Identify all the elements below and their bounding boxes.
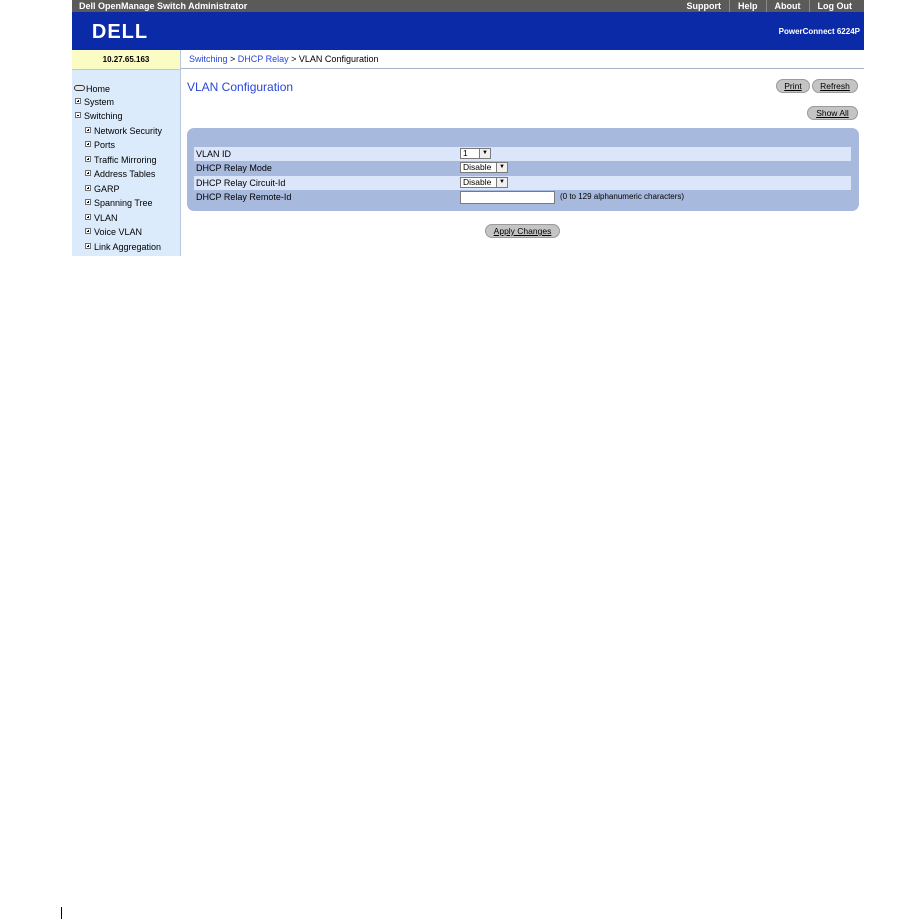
- breadcrumb-separator: >: [288, 54, 299, 64]
- nav-item-label: Spanning Tree: [94, 198, 153, 208]
- circuit-id-label: DHCP Relay Circuit-Id: [196, 178, 286, 188]
- collapse-icon[interactable]: [75, 112, 81, 118]
- nav-voice-vlan[interactable]: [85, 226, 142, 238]
- nav-item-label: VLAN: [94, 213, 118, 223]
- vlan-id-value: 1: [463, 148, 468, 158]
- nav-item-label: Voice VLAN: [94, 227, 143, 237]
- breadcrumb-current: VLAN Configuration: [298, 54, 379, 64]
- expand-icon[interactable]: [85, 185, 91, 191]
- device-ip: 10.27.65.163: [72, 50, 181, 70]
- relay-mode-label: DHCP Relay Mode: [196, 163, 272, 173]
- home-icon: [74, 85, 85, 91]
- nav-traffic-mirroring[interactable]: [85, 154, 157, 166]
- dell-logo-text: DELL: [91, 21, 149, 42]
- breadcrumb-separator: >: [227, 54, 238, 64]
- product-name: PowerConnect 6224P: [778, 27, 860, 36]
- breadcrumb-dhcp-relay[interactable]: DHCP Relay: [237, 54, 289, 64]
- nav-spanning-tree[interactable]: [85, 197, 153, 209]
- relay-mode-value: Disable: [463, 162, 492, 172]
- logout-link[interactable]: Log Out: [809, 0, 861, 12]
- expand-icon[interactable]: [85, 214, 91, 220]
- switch-admin-window: [72, 0, 864, 256]
- nav-item-label: Link Aggregation: [94, 242, 162, 252]
- expand-icon[interactable]: [85, 243, 91, 249]
- chevron-down-icon: ▼: [496, 163, 507, 172]
- top-links: [678, 0, 860, 12]
- expand-icon[interactable]: [85, 199, 91, 205]
- nav-system-label: System: [84, 97, 115, 107]
- remote-id-input[interactable]: [460, 191, 555, 204]
- nav-address-tables[interactable]: [85, 168, 155, 180]
- print-button[interactable]: Print: [776, 79, 810, 93]
- remote-id-row: [194, 190, 851, 204]
- breadcrumb: [181, 50, 864, 69]
- nav-item-label: Address Tables: [94, 169, 156, 179]
- vlan-id-label: VLAN ID: [196, 149, 232, 159]
- help-link[interactable]: Help: [729, 0, 766, 12]
- top-menu-bar: [72, 0, 864, 12]
- chevron-down-icon: ▼: [479, 149, 490, 158]
- breadcrumb-switching[interactable]: Switching: [189, 54, 228, 64]
- expand-icon[interactable]: [85, 156, 91, 162]
- expand-icon[interactable]: [75, 98, 81, 104]
- show-all-button[interactable]: Show All: [807, 106, 858, 120]
- circuit-id-row: [194, 176, 851, 190]
- nav-item-label: Traffic Mirroring: [94, 155, 157, 165]
- nav-garp[interactable]: [85, 183, 120, 195]
- vlan-config-panel: [187, 128, 859, 211]
- nav-item-label: GARP: [94, 184, 120, 194]
- circuit-id-value: Disable: [463, 177, 492, 187]
- nav-home-label: Home: [86, 84, 111, 94]
- nav-item-label: Ports: [94, 140, 116, 150]
- vlan-id-select[interactable]: [460, 148, 491, 159]
- relay-mode-select[interactable]: [460, 162, 508, 173]
- nav-switching[interactable]: [75, 110, 123, 122]
- brand-bar: [72, 12, 864, 50]
- nav-network-security[interactable]: [85, 125, 162, 137]
- chevron-down-icon: ▼: [496, 178, 507, 187]
- remote-id-label: DHCP Relay Remote-Id: [196, 192, 292, 202]
- content-area: [181, 70, 864, 256]
- dell-logo-icon: [87, 20, 153, 42]
- expand-icon[interactable]: [85, 170, 91, 176]
- nav-ports[interactable]: [85, 139, 115, 151]
- remote-id-hint: (0 to 129 alphanumeric characters): [560, 192, 685, 201]
- expand-icon[interactable]: [85, 127, 91, 133]
- nav-item-label: Network Security: [94, 126, 163, 136]
- app-title: Dell OpenManage Switch Administrator: [79, 1, 248, 11]
- nav-home[interactable]: [74, 83, 110, 95]
- support-link[interactable]: Support: [686, 1, 721, 11]
- nav-switching-label: Switching: [84, 111, 123, 121]
- expand-icon[interactable]: [85, 141, 91, 147]
- nav-system[interactable]: [75, 96, 114, 108]
- page-title: VLAN Configuration: [187, 80, 294, 94]
- relay-mode-row: [194, 161, 851, 175]
- page-margin-mark: [61, 907, 62, 919]
- vlan-id-row: [194, 147, 851, 161]
- refresh-button[interactable]: Refresh: [812, 79, 858, 93]
- navigation-tree: [72, 70, 181, 256]
- apply-changes-button[interactable]: Apply Changes: [485, 224, 560, 238]
- nav-link-aggregation[interactable]: [85, 241, 161, 253]
- circuit-id-select[interactable]: [460, 177, 508, 188]
- about-link[interactable]: About: [766, 0, 809, 12]
- expand-icon[interactable]: [85, 228, 91, 234]
- nav-vlan[interactable]: [85, 212, 118, 224]
